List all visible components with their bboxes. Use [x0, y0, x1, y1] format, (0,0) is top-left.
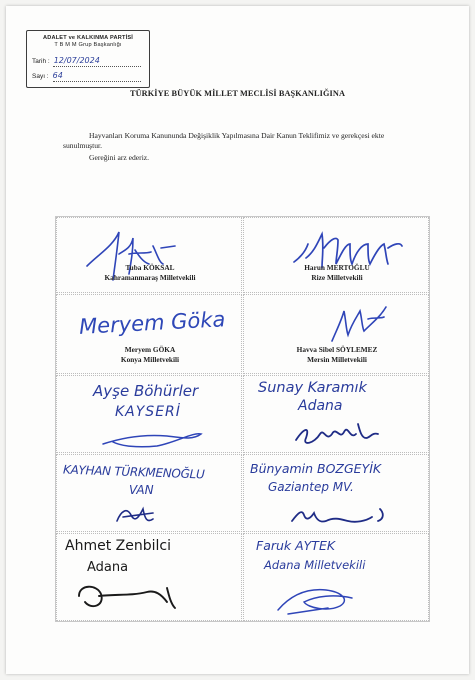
signature-image: [97, 418, 217, 452]
stamp-dotted-line: [53, 66, 141, 67]
handwritten-province: Gaziantep MV.: [268, 480, 354, 494]
signature-cell: [56, 454, 242, 532]
handwritten-province: KAYSERİ: [115, 404, 181, 420]
document-page: [6, 6, 469, 674]
handwritten-name: Faruk AYTEK: [256, 538, 336, 553]
stamp-dotted-line: [53, 81, 141, 82]
signatory-province: Rize Milletvekili: [311, 273, 363, 282]
registry-stamp: [26, 30, 150, 88]
stamp-party-name: ADALET ve KALKINMA PARTİSİ: [42, 35, 134, 41]
handwritten-name: Sunay Karamık: [258, 380, 367, 396]
handwritten-name: Bünyamin BOZGEYİK: [250, 461, 382, 476]
signature-cell: [56, 217, 242, 293]
stamp-date-row: [32, 56, 100, 65]
signatory-province: Kahramanmaraş Milletvekili: [104, 273, 196, 282]
signatory-province: Mersin Milletvekili: [307, 355, 367, 364]
handwritten-name: Ahmet Zenbilci: [65, 538, 171, 554]
stamp-number-value: 64: [52, 71, 63, 80]
handwritten-province: Adana: [87, 560, 129, 575]
signature-image: [284, 495, 404, 531]
signature-image: [268, 574, 378, 618]
signature-image: [71, 574, 191, 618]
stamp-number-row: [32, 71, 63, 80]
document-title: TÜRKİYE BÜYÜK MİLLET MECLİSİ BAŞKANLIĞINA: [129, 89, 346, 98]
signature-cell: [243, 294, 429, 374]
signature-cell: [56, 533, 242, 621]
stamp-date-label: Tarih :: [32, 58, 50, 65]
signature-image: [113, 499, 173, 529]
handwritten-name: Ayşe Böhürler: [93, 382, 199, 400]
body-paragraph: Hayvanları Koruma Kanununda Değişiklik Yapılmasına Dair Kanun Teklifimiz ve gerekçesi ekte sunulmuştur.: [63, 131, 385, 150]
handwritten-province: Adana: [298, 398, 343, 414]
signature-cell: [56, 294, 242, 374]
signatory-province: Konya Milletvekili: [120, 355, 180, 364]
signature-cell: [243, 217, 429, 293]
signature-cell: [243, 375, 429, 453]
handwritten-province: VAN: [129, 483, 154, 497]
handwritten-province: Adana Milletvekili: [264, 558, 366, 572]
signatory-name: Meryem GÖKA: [124, 345, 176, 354]
signature-cell: [243, 454, 429, 532]
handwritten-name: KAYHAN TÜRKMENOĞLU: [62, 462, 205, 482]
signature-cell: [56, 375, 242, 453]
body-closing: Gereğini arz ederiz.: [89, 153, 150, 162]
stamp-unit: T B M M Grup Başkanlığı: [54, 42, 122, 48]
handwritten-signature-text: Meryem Göka: [78, 307, 226, 339]
stamp-date-value: 12/07/2024: [53, 56, 100, 65]
signature-cell: [243, 533, 429, 621]
signatory-name: Tuba KÖKSAL: [125, 263, 175, 272]
signature-image: [288, 414, 408, 450]
signature-image: [324, 297, 424, 347]
signatory-name: Harun MERTOĞLU: [304, 263, 370, 272]
signatory-name: Havva Sibel SÖYLEMEZ: [296, 345, 378, 354]
signature-grid: [55, 216, 430, 622]
stamp-number-label: Sayı :: [32, 73, 49, 80]
